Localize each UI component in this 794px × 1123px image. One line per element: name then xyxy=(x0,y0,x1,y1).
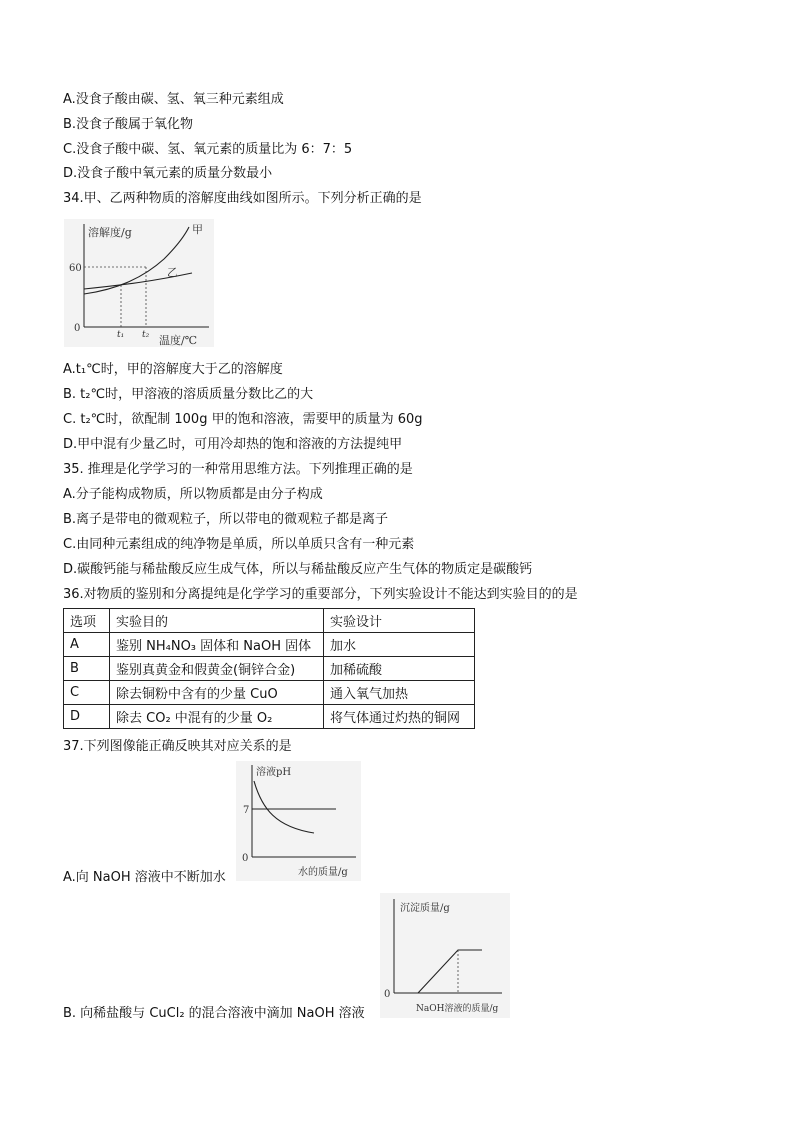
table-header-cell: 实验目的 xyxy=(110,609,324,633)
table-cell: C xyxy=(64,681,110,705)
table-cell: 除去铜粉中含有的少量 CuO xyxy=(110,681,324,705)
q35-option-b: B.离子是带电的微观粒子，所以带电的微观粒子都是离子 xyxy=(63,512,389,527)
q36-stem: 36.对物质的鉴别和分离提纯是化学学习的重要部分，下列实验设计不能达到实验目的的是 xyxy=(63,587,578,602)
q34-solubility-figure xyxy=(64,219,214,347)
q33-option-d: D.没食子酸中氧元素的质量分数最小 xyxy=(63,166,273,181)
q33-option-b: B.没食子酸属于氧化物 xyxy=(63,117,194,132)
q37b-precipitate-figure xyxy=(380,893,510,1018)
table-header-row xyxy=(64,609,475,633)
table-cell: D xyxy=(64,705,110,729)
q37a-ylabel: 溶液pH xyxy=(256,767,292,778)
table-row xyxy=(64,633,475,657)
q37-stem: 37.下列图像能正确反映其对应关系的是 xyxy=(63,739,292,754)
q37b-ylabel: 沉淀质量/g xyxy=(400,903,450,914)
q37a-xlabel: 水的质量/g xyxy=(298,867,348,878)
table-cell: 加稀硫酸 xyxy=(324,657,475,681)
q35-option-d: D.碳酸钙能与稀盐酸反应生成气体，所以与稀盐酸反应产生气体的物质定是碳酸钙 xyxy=(63,562,533,577)
table-cell: 除去 CO₂ 中混有的少量 O₂ xyxy=(110,705,324,729)
q34-tick-t1: t₁ xyxy=(117,330,125,340)
table-cell: B xyxy=(64,657,110,681)
q34-label-yi: 乙 xyxy=(167,266,178,279)
q34-ytick-60: 60 xyxy=(69,263,82,274)
table-cell: 将气体通过灼热的铜网 xyxy=(324,705,475,729)
q34-option-b: B. t₂℃时，甲溶液的溶质质量分数比乙的大 xyxy=(63,387,314,402)
q33-option-a: A.没食子酸由碳、氢、氧三种元素组成 xyxy=(63,92,284,107)
table-cell: 加水 xyxy=(324,633,475,657)
table-cell: 通入氧气加热 xyxy=(324,681,475,705)
table-cell: 鉴别 NH₄NO₃ 固体和 NaOH 固体 xyxy=(110,633,324,657)
q34-option-a: A.t₁℃时，甲的溶解度大于乙的溶解度 xyxy=(63,362,283,377)
q34-option-c: C. t₂℃时，欲配制 100g 甲的饱和溶液，需要甲的质量为 60g xyxy=(63,412,423,427)
q37-option-b: B. 向稀盐酸与 CuCl₂ 的混合溶液中滴加 NaOH 溶液 xyxy=(63,1006,365,1021)
q37a-tick-7: 7 xyxy=(243,805,250,816)
q36-table xyxy=(63,608,475,729)
q34-stem: 34.甲、乙两种物质的溶解度曲线如图所示。下列分析正确的是 xyxy=(63,191,422,206)
table-row xyxy=(64,705,475,729)
table-row xyxy=(64,657,475,681)
table-header-cell: 选项 xyxy=(64,609,110,633)
q34-origin: 0 xyxy=(74,323,81,334)
q34-option-d: D.甲中混有少量乙时，可用冷却热的饱和溶液的方法提纯甲 xyxy=(63,437,403,452)
table-header-cell: 实验设计 xyxy=(324,609,475,633)
q37a-origin: 0 xyxy=(242,853,249,864)
q34-tick-t2: t₂ xyxy=(142,330,150,340)
q35-stem: 35. 推理是化学学习的一种常用思维方法。下列推理正确的是 xyxy=(63,462,413,477)
q35-option-c: C.由同种元素组成的纯净物是单质，所以单质只含有一种元素 xyxy=(63,537,415,552)
q33-option-c: C.没食子酸中碳、氢、氧元素的质量比为 6：7：5 xyxy=(63,142,353,157)
table-cell: 鉴别真黄金和假黄金(铜锌合金) xyxy=(110,657,324,681)
q37b-origin: 0 xyxy=(384,989,391,1000)
q34-ylabel: 溶解度/g xyxy=(88,226,132,239)
q37a-ph-figure xyxy=(236,761,361,881)
table-cell: A xyxy=(64,633,110,657)
q34-label-jia: 甲 xyxy=(192,223,203,236)
q35-option-a: A.分子能构成物质，所以物质都是由分子构成 xyxy=(63,487,323,502)
q34-xlabel: 温度/℃ xyxy=(159,334,198,347)
table-row xyxy=(64,681,475,705)
q37b-xlabel: NaOH溶液的质量/g xyxy=(416,1004,499,1014)
q37-option-a: A.向 NaOH 溶液中不断加水 xyxy=(63,870,226,885)
